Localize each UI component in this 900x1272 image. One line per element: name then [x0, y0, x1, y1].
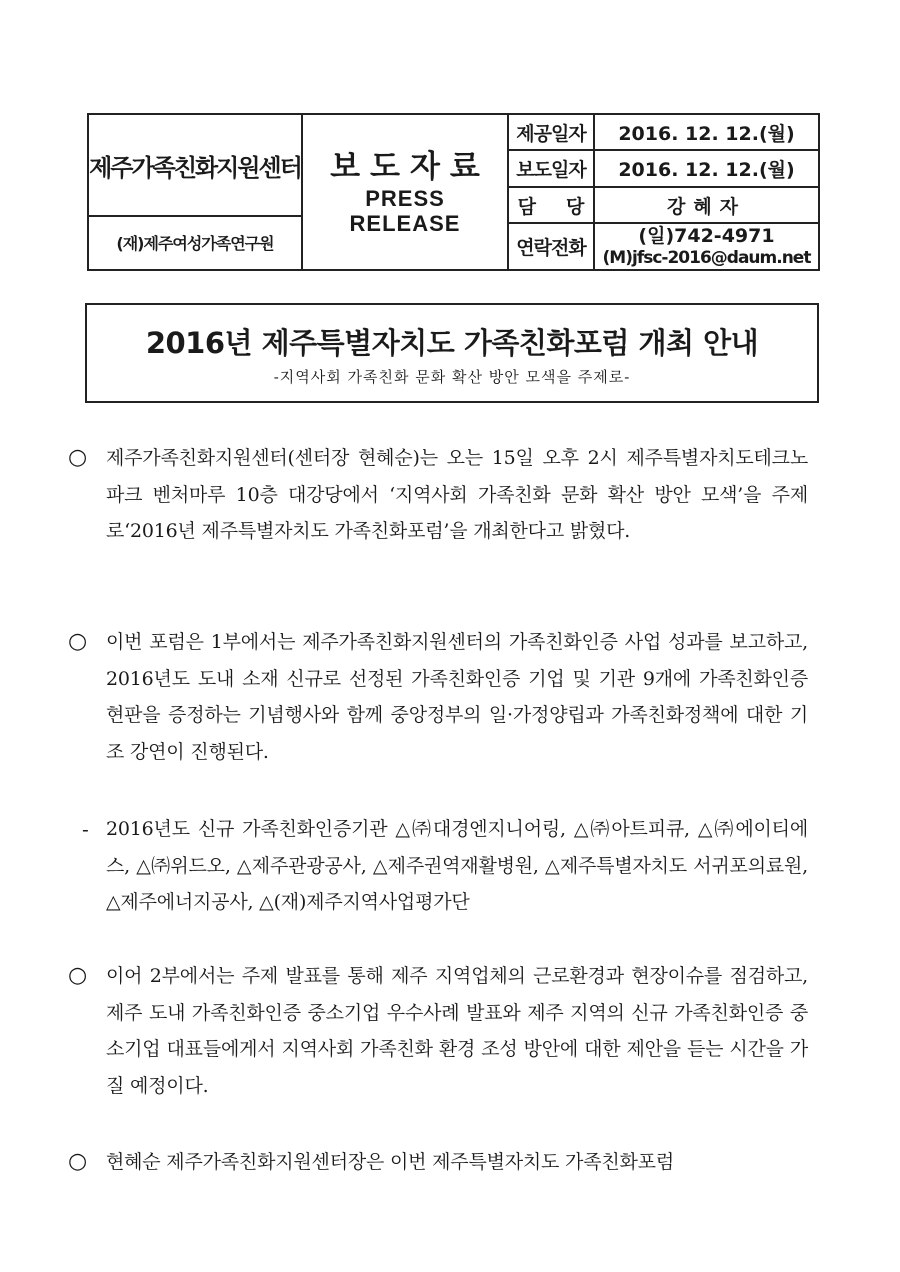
- release-meta: [509, 115, 818, 269]
- circle-bullet-icon: ○: [68, 629, 87, 654]
- paragraph-text: 제주가족친화지원센터(센터장 현혜순)는 오는 15일 오후 2시 제주특별자치도테크노파크 벤처마루 10층 대강당에서 ‘지역사회 가족친화 문화 확산 방안 모색’을 주제로‘2016년 제주특별자치도 가족친화포럼’을 개최한다고 밝혔다.: [106, 447, 808, 542]
- provided-date: 2016. 12. 12.(월): [618, 122, 795, 145]
- paragraph-text: 이번 포럼은 1부에서는 제주가족친화지원센터의 가족친화인증 사업 성과를 보고하고, 2016년도 도내 소재 신규로 선정된 가족친화인증 기업 및 기관 9개에 가족친화인증 현판을 증정하는 기념행사와 함께 중앙정부의 일·가정양립과 가족친화정책에 대한 기조 강연이 진행된다.: [106, 631, 808, 763]
- contact-email: (M)jfsc-2016@daum.net: [602, 247, 811, 268]
- paragraph-text: 현혜순 제주가족친화지원센터장은 이번 제주특별자치도 가족친화포럼: [106, 1151, 674, 1173]
- circle-bullet-icon: ○: [68, 963, 87, 988]
- meta-label: 보도일자: [509, 151, 595, 186]
- meta-row-contact-phone: [509, 224, 818, 269]
- circle-bullet-icon: ○: [68, 1149, 87, 1174]
- meta-value: [595, 151, 818, 186]
- title-box: [85, 303, 819, 403]
- meta-row-release-date: [509, 151, 818, 188]
- circle-bullet-icon: ○: [68, 445, 87, 470]
- document-subtitle: -지역사회 가족친화 문화 확산 방안 모색을 주제로-: [273, 368, 631, 386]
- contact-person: 강혜자: [666, 195, 747, 218]
- meta-row-contact-person: [509, 188, 818, 224]
- press-release-header: [87, 113, 820, 271]
- meta-label: 연락전화: [509, 224, 595, 269]
- press-label-en: PRESS: [365, 186, 445, 211]
- document-title: 2016년 제주특별자치도 가족친화포럼 개최 안내: [145, 326, 759, 360]
- release-label-en: RELEASE: [349, 211, 461, 236]
- release-date: 2016. 12. 12.(월): [618, 159, 795, 181]
- contact-phone: (일)742-4971: [638, 224, 775, 247]
- parent-organization: (재)제주여성가족연구원: [116, 233, 274, 253]
- meta-label: 담당: [509, 188, 595, 222]
- paragraph-text: 이어 2부에서는 주제 발표를 통해 제주 지역업체의 근로환경과 현장이슈를 점검하고, 제주 도내 가족친화인증 중소기업 우수사례 발표와 제주 지역의 신규 가족친화인증 중소기업 대표들에게서 지역사회 가족친화 환경 조성 방안에 대한 제안을 듣는 시간을 가질 예정이다.: [106, 965, 808, 1097]
- meta-row-provided-date: [509, 115, 818, 151]
- paragraph-text: 2016년도 신규 가족친화인증기관 △㈜대경엔지니어링, △㈜아트피큐, △㈜에이티에스, △㈜위드오, △제주관광공사, △제주권역재활병원, △제주특별자치도 서귀포의료원, △제주에너지공사, △(재)제주지역사업평가단: [106, 818, 808, 913]
- press-release-label: [303, 115, 509, 269]
- meta-label: 제공일자: [509, 115, 595, 149]
- organization-name: 제주가족친화지원센터: [89, 115, 301, 217]
- press-release-korean: 보도자료: [330, 149, 490, 185]
- meta-value: [595, 115, 818, 149]
- meta-value: [595, 224, 818, 269]
- meta-value: [595, 188, 818, 222]
- dash-bullet: -: [82, 817, 89, 841]
- organization-cell: [89, 115, 303, 269]
